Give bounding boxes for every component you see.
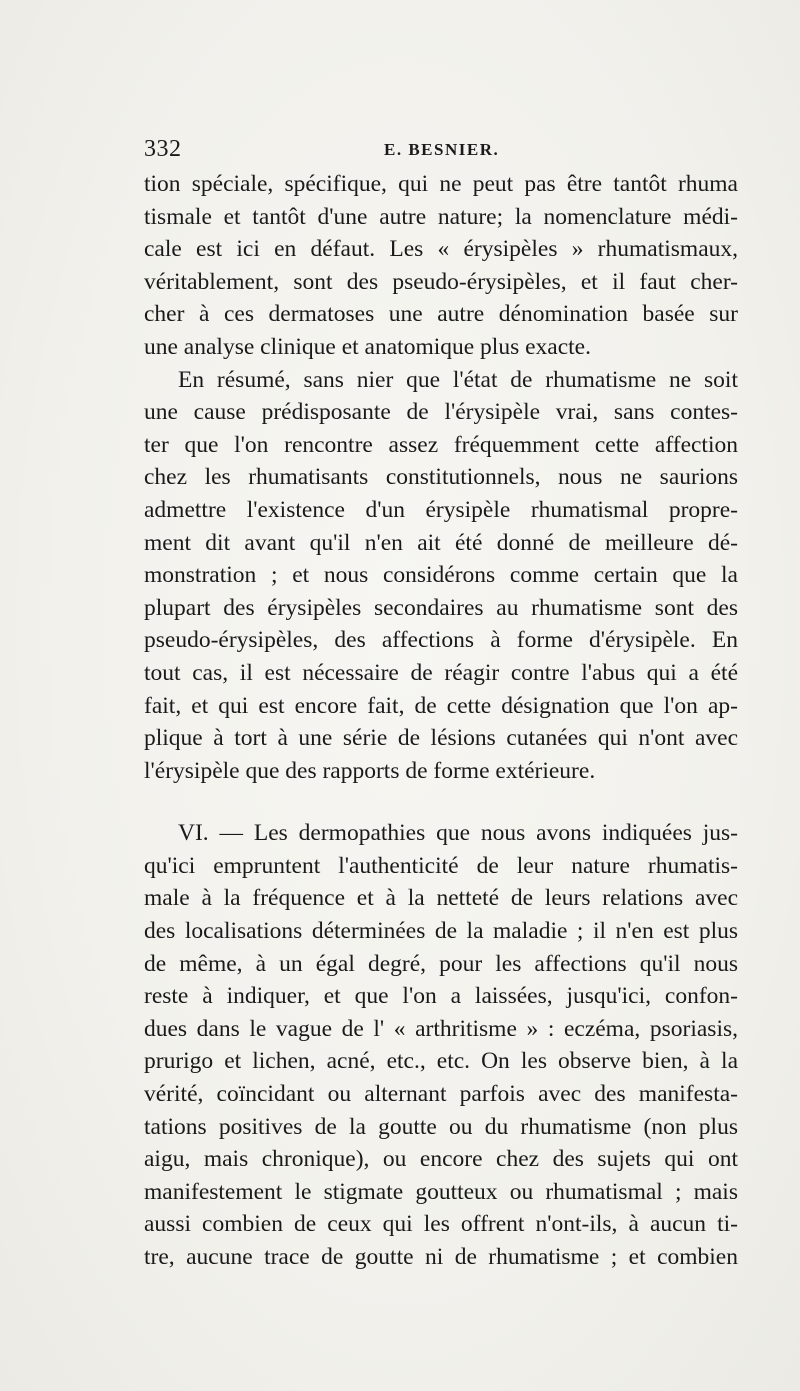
text-line: dues dans le vague de l' « arthritisme » : eczéma, psoriasis, [144,1015,738,1042]
text-line: En résumé, sans nier que l'état de rhumatisme ne soit [178,366,738,393]
text-line: aigu, mais chronique), ou encore chez des sujets qui ont [144,1146,738,1173]
text-line: une cause prédisposante de l'érysipèle vrai, sans contes- [144,399,738,426]
running-head [144,136,738,166]
text-line: qu'ici empruntent l'authenticité de leur nature rhumatis- [144,852,738,879]
text-line: tre, aucune trace de goutte ni de rhumatisme ; et combien [144,1244,738,1270]
text-line: tout cas, il est nécessaire de réagir contre l'abus qui a été [144,659,738,686]
paragraph [144,168,738,364]
text-line: ment dit avant qu'il n'en ait été donné de meilleure dé- [144,529,738,556]
text-line: vérité, coïncidant ou alternant parfois avec des manifesta- [144,1081,738,1108]
text-line: reste à indiquer, et que l'on a laissées, jusqu'ici, confon- [144,983,738,1010]
text-line: véritablement, sont des pseudo-érysipèles, et il faut cher- [144,268,738,295]
paragraph [144,364,738,788]
text-line: admettre l'existence d'un érysipèle rhumatismal propre- [144,496,738,523]
text-line: cale est ici en défaut. Les « érysipèles » rhumatismaux, [144,236,738,263]
running-title: E. BESNIER. [384,140,500,159]
text-line: tion spéciale, spécifique, qui ne peut pas être tantôt rhuma [144,171,738,197]
page-number: 332 [144,136,182,162]
text-line: plupart des érysipèles secondaires au rhumatisme sont des [144,594,738,621]
text-line: des localisations déterminées de la maladie ; il n'en est plus [144,918,738,945]
section-spacer [144,787,738,817]
text-line: cher à ces dermatoses une autre dénomination basée sur [144,301,738,328]
text-line: prurigo et lichen, acné, etc., etc. On les observe bien, à la [144,1048,738,1075]
text-line: plique à tort à une série de lésions cutanées qui n'ont avec [144,725,738,752]
body-text [144,168,738,1274]
text-line: chez les rhumatisants constitutionnels, nous ne saurions [144,464,738,491]
text-line: l'érysipèle que des rapports de forme extérieure. [144,757,596,784]
text-line: aussi combien de ceux qui les offrent n'ont-ils, à aucun ti- [144,1211,738,1238]
paragraph [144,817,738,1273]
text-line: monstration ; et nous considérons comme certain que la [144,562,738,589]
text-line: fait, et qui est encore fait, de cette désignation que l'on ap- [144,692,738,719]
text-line: tations positives de la goutte ou du rhumatisme (non plus [144,1113,738,1140]
text-line: male à la fréquence et à la netteté de leurs relations avec [144,885,738,912]
text-line: tismale et tantôt d'une autre nature; la nomenclature médi- [144,203,738,230]
text-line: une analyse clinique et anatomique plus exacte. [144,333,591,360]
text-line: pseudo-érysipèles, des affections à forme d'érysipèle. En [144,627,738,654]
text-line: ter que l'on rencontre assez fréquemment cette affection [144,431,738,458]
text-line: VI. — Les dermopathies que nous avons indiquées jus- [178,820,738,847]
text-line: de même, à un égal degré, pour les affections qu'il nous [144,950,738,977]
text-line: manifestement le stigmate goutteux ou rhumatismal ; mais [144,1178,738,1205]
